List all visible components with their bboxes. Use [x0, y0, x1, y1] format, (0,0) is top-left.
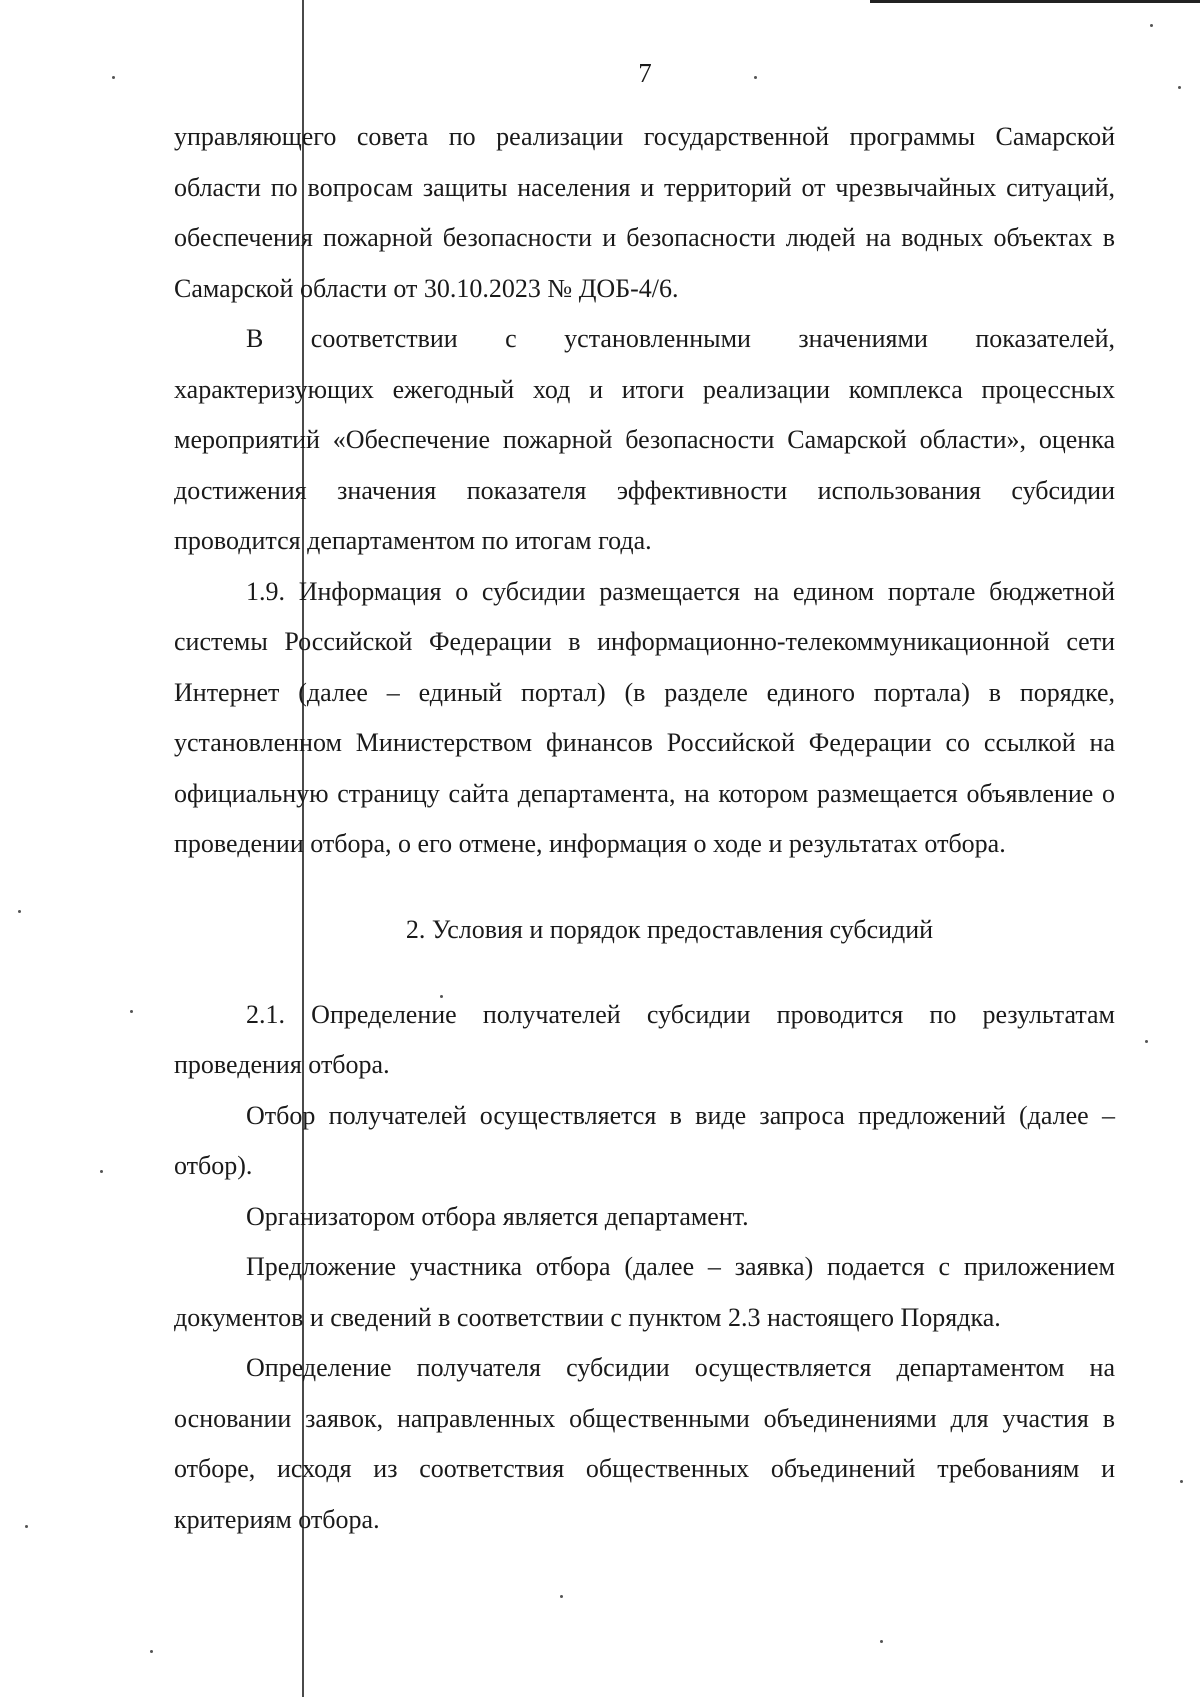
scan-speck	[25, 1525, 28, 1528]
paragraph-continuation: управляющего совета по реализации государственной программы Самарской области по вопросам защиты населения и территорий от чрезвычайных ситуаций, обеспечения пожарной безопасности и безопасности людей на водных объектах в Самарской области от 30.10.2023 № ДОБ-4/6.	[174, 122, 1115, 303]
paragraph-indicator-evaluation: В соответствии с установленными значениями показателей, характеризующих ежегодный ход и итоги реализации комплекса процессных мероприятий «Обеспечение пожарной безопасности Самарской области», оценка достижения значения показателя эффективности использования субсидии проводится департаментом по итогам года.	[174, 324, 1115, 555]
scan-speck	[880, 1640, 883, 1643]
scan-speck	[18, 910, 21, 913]
scan-speck	[130, 1010, 133, 1013]
document-body	[174, 112, 1115, 1545]
paragraph-selection-form: Отбор получателей осуществляется в виде запроса предложений (далее – отбор).	[174, 1100, 1115, 1180]
scan-speck	[560, 1595, 563, 1598]
paragraph-application: Предложение участника отбора (далее – заявка) подается с приложением документов и сведений в соответствии с пунктом 2.3 настоящего Порядка.	[174, 1252, 1115, 1332]
page-number: 7	[638, 58, 652, 88]
paragraph-1-9-portal-info: 1.9. Информация о субсидии размещается на едином портале бюджетной системы Российской Федерации в информационно-телекоммуникационной сети Интернет (далее – единый портал) (в разделе единого портала) в порядке, установленном Министерством финансов Российской Федерации со ссылкой на официальную страницу сайта департамента, на котором размещается объявление о проведении отбора, о его отмене, информация о ходе и результатах отбора.	[174, 576, 1115, 858]
scan-speck	[1145, 1040, 1148, 1043]
paragraph-2-1-selection: 2.1. Определение получателей субсидии проводится по результатам проведения отбора.	[174, 999, 1115, 1079]
section-2-heading: 2. Условия и порядок предоставления субсидий	[405, 914, 934, 944]
paragraph-recipient-determination: Определение получателя субсидии осуществляется департаментом на основании заявок, направленных общественными объединениями для участия в отборе, исходя из соответствия общественных объединений требованиям и критериям отбора.	[174, 1353, 1115, 1534]
scan-speck	[1150, 24, 1153, 27]
scan-speck	[100, 1170, 103, 1173]
scan-speck	[1180, 1480, 1183, 1483]
paragraph-organizer: Организатором отбора является департамент.	[246, 1201, 749, 1231]
scan-speck	[150, 1650, 153, 1653]
scan-top-edge	[870, 0, 1200, 3]
